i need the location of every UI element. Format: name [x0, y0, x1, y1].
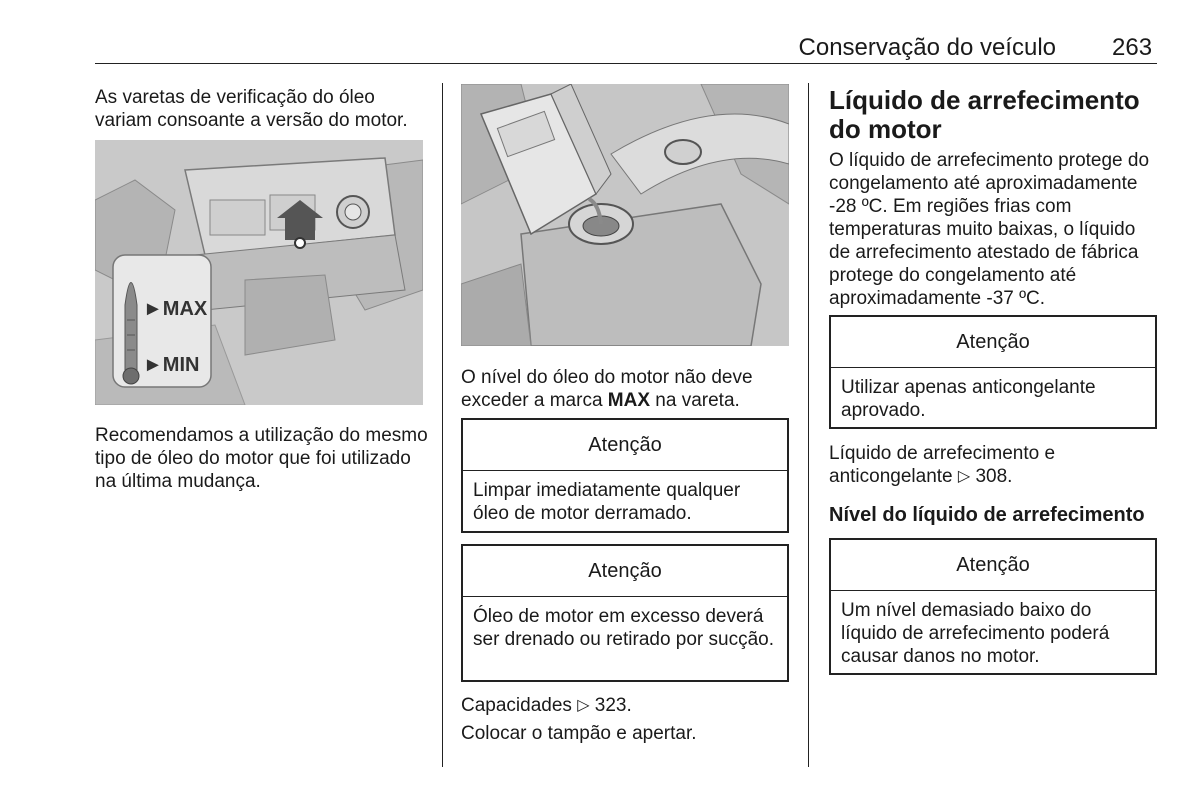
running-header-title: Conservação do veículo [798, 34, 1056, 61]
oil-filling-illustration [461, 84, 789, 346]
notice-title: Atenção [463, 420, 787, 471]
notice-low-coolant [829, 538, 1157, 675]
notice-body: Utilizar apenas anticongelante aprovado. [841, 377, 1096, 421]
notice-excess-oil [461, 544, 789, 682]
page-number: 263 [1112, 34, 1153, 61]
xref-arrow-icon: ▷ [577, 697, 590, 714]
coolant-level-subheading: Nível do líquido de arrefecimento [829, 504, 1145, 526]
notice-body: Um nível demasiado baixo do líquido de arrefecimento poderá causar danos no motor. [841, 600, 1110, 667]
antifreeze-page-link[interactable]: 308. [975, 466, 1013, 487]
notice-title: Atenção [831, 540, 1155, 591]
dipstick-min-label: ►MIN [143, 354, 200, 376]
notice-title: Atenção [831, 317, 1155, 368]
header-rule [95, 63, 1157, 64]
notice-spilled-oil [461, 418, 789, 533]
column-divider-2 [808, 83, 809, 767]
coolant-heading: Líquido de arrefecimento do motor [829, 85, 1140, 144]
capacities-page-link[interactable]: 323. [594, 695, 632, 716]
coolant-antifreeze-reference: Líquido de arrefecimento e anticongelante ▷ 308. [829, 443, 1056, 487]
notice-approved-antifreeze [829, 315, 1157, 429]
column-divider-1 [442, 83, 443, 767]
notice-body: Limpar imediatamente qualquer óleo de motor derramado. [473, 480, 741, 524]
close-cap-text: Colocar o tampão e apertar. [461, 723, 697, 744]
dipstick-max-label: ►MAX [143, 298, 208, 320]
oil-recommendation-text: Recomendamos a utilização do mesmo tipo de óleo do motor que foi utilizado na última mudança. [95, 425, 428, 492]
xref-arrow-icon: ▷ [957, 468, 971, 485]
notice-title: Atenção [463, 546, 787, 597]
engine-dipstick-illustration [95, 140, 423, 405]
dipstick-intro-text: As varetas de verificação do óleo variam consoante a versão do motor. [95, 87, 408, 131]
notice-body: Óleo de motor em excesso deverá ser drenado ou retirado por sucção. [473, 606, 775, 650]
oil-level-text: O nível do óleo do motor não deve exceder a marca MAX na vareta. [461, 367, 753, 411]
capacities-reference: Capacidades ▷ 323. [461, 695, 632, 716]
coolant-paragraph: O líquido de arrefecimento protege do congelamento até aproximadamente -28 ºC. Em regiões frias com temperaturas muito baixas, o líquido de arrefecimento atestado de fábrica protege do congelamento até aproximadamente -37 ºC. [829, 150, 1150, 309]
